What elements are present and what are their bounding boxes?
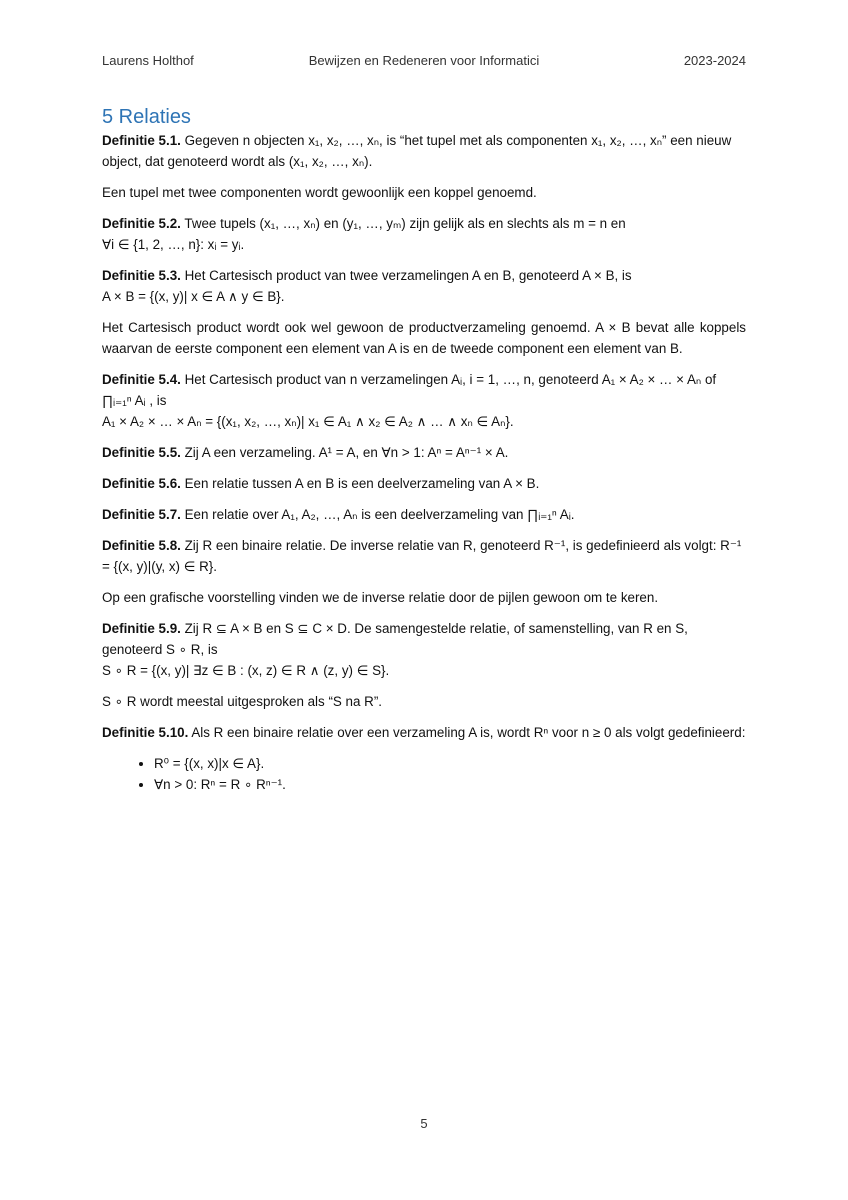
definition-term: Definitie 5.6. xyxy=(102,476,181,491)
paragraph-line: Een tupel met twee componenten wordt gewoonlijk een koppel genoemd. xyxy=(102,185,537,200)
definitions xyxy=(102,130,746,743)
header-year: 2023-2024 xyxy=(683,53,746,68)
paragraph-line: Zij R ⊆ A × B en S ⊆ C × D. De samengestelde relatie, of samenstelling, van R en S, genoteerd S ∘ R, is xyxy=(102,621,688,657)
definition-term: Definitie 5.5. xyxy=(102,445,181,460)
paragraph-line: Een relatie tussen A en B is een deelverzameling van A × B. xyxy=(184,476,540,491)
definition-term: Definitie 5.7. xyxy=(102,507,181,522)
definition-term: Definitie 5.8. xyxy=(102,538,181,553)
paragraph-line: A × B = {(x, y)| x ∈ A ∧ y ∈ B}. xyxy=(102,289,285,304)
paragraph-line: Zij R een binaire relatie. De inverse relatie van R, genoteerd R⁻¹, is gedefinieerd als volgt: R⁻¹ = {(x, y)|(y, x) ∈ R}. xyxy=(102,538,742,574)
paragraph-line: S ∘ R = {(x, y)| ∃z ∈ B : (x, z) ∈ R ∧ (z, y) ∈ S}. xyxy=(102,663,390,678)
definition-term: Definitie 5.9. xyxy=(102,621,181,636)
bullet-item: • R⁰ = {(x, x)|x ∈ A}. xyxy=(154,753,746,774)
paragraph-line: Zij A een verzameling. A¹ = A, en ∀n > 1: Aⁿ = Aⁿ⁻¹ × A. xyxy=(184,445,509,460)
paragraph-line: Gegeven n objecten x₁, x₂, …, xₙ, is “het tupel met als componenten x₁, x₂, …, xₙ” een nieuw object, dat genoteerd wordt als (x₁, x₂, …, xₙ). xyxy=(102,133,732,169)
definition-paragraph xyxy=(102,130,746,172)
paragraph-line: Als R een binaire relatie over een verzameling A is, wordt Rⁿ voor n ≥ 0 als volgt gedefinieerd: xyxy=(191,725,746,740)
definition-paragraph xyxy=(102,265,746,307)
definition-term: Definitie 5.4. xyxy=(102,372,181,387)
bullet-list xyxy=(102,753,746,795)
paragraph-line: Het Cartesisch product van twee verzamelingen A en B, genoteerd A × B, is xyxy=(184,268,632,283)
header-course: Bewijzen en Redeneren voor Informatici xyxy=(308,53,540,68)
definition-paragraph xyxy=(102,504,746,525)
paragraph-line: Op een grafische voorstelling vinden we de inverse relatie door de pijlen gewoon om te keren. xyxy=(102,590,659,605)
page-header xyxy=(102,50,746,70)
paragraph-line: Twee tupels (x₁, …, xₙ) en (y₁, …, yₘ) zijn gelijk als en slechts als m = n en xyxy=(184,216,626,231)
definition-paragraph xyxy=(102,369,746,432)
definition-term: Definitie 5.1. xyxy=(102,133,181,148)
page-content xyxy=(102,104,746,795)
definition-term: Definitie 5.3. xyxy=(102,268,181,283)
paragraph-line: Het Cartesisch product wordt ook wel gewoon de productverzameling genoemd. A × B bevat alle koppels waarvan de eerste component een element van A is en de tweede component een element van B. xyxy=(102,320,746,356)
paragraph-line: ∀i ∈ {1, 2, …, n}: xᵢ = yᵢ. xyxy=(102,237,245,252)
text-paragraph xyxy=(102,182,746,203)
definition-paragraph xyxy=(102,213,746,255)
paragraph-line: Een relatie over A₁, A₂, …, Aₙ is een deelverzameling van ∏ᵢ₌₁ⁿ Aᵢ. xyxy=(184,507,575,522)
paragraph-line: S ∘ R wordt meestal uitgesproken als “S na R”. xyxy=(102,694,383,709)
header-author: Laurens Holthof xyxy=(102,53,194,68)
definition-paragraph xyxy=(102,535,746,577)
text-paragraph xyxy=(102,691,746,712)
definition-term: Definitie 5.2. xyxy=(102,216,181,231)
definition-paragraph xyxy=(102,618,746,681)
definition-paragraph xyxy=(102,473,746,494)
definition-paragraph xyxy=(102,722,746,743)
text-paragraph xyxy=(102,587,746,608)
text-paragraph xyxy=(102,317,746,359)
bullet-item: • ∀n > 0: Rⁿ = R ∘ Rⁿ⁻¹. xyxy=(154,774,746,795)
definition-term: Definitie 5.10. xyxy=(102,725,189,740)
paragraph-line: ∏ᵢ₌₁ⁿ Aᵢ , is xyxy=(102,393,167,408)
paragraph-line: Het Cartesisch product van n verzamelingen Aᵢ, i = 1, …, n, genoteerd A₁ × A₂ × … × Aₙ of xyxy=(184,372,717,387)
paragraph-line: A₁ × A₂ × … × Aₙ = {(x₁, x₂, …, xₙ)| x₁ ∈ A₁ ∧ x₂ ∈ A₂ ∧ … ∧ xₙ ∈ Aₙ}. xyxy=(102,414,514,429)
page-number: 5 xyxy=(420,1116,428,1131)
definition-paragraph xyxy=(102,442,746,463)
section-title: 5 Relaties xyxy=(102,106,191,128)
